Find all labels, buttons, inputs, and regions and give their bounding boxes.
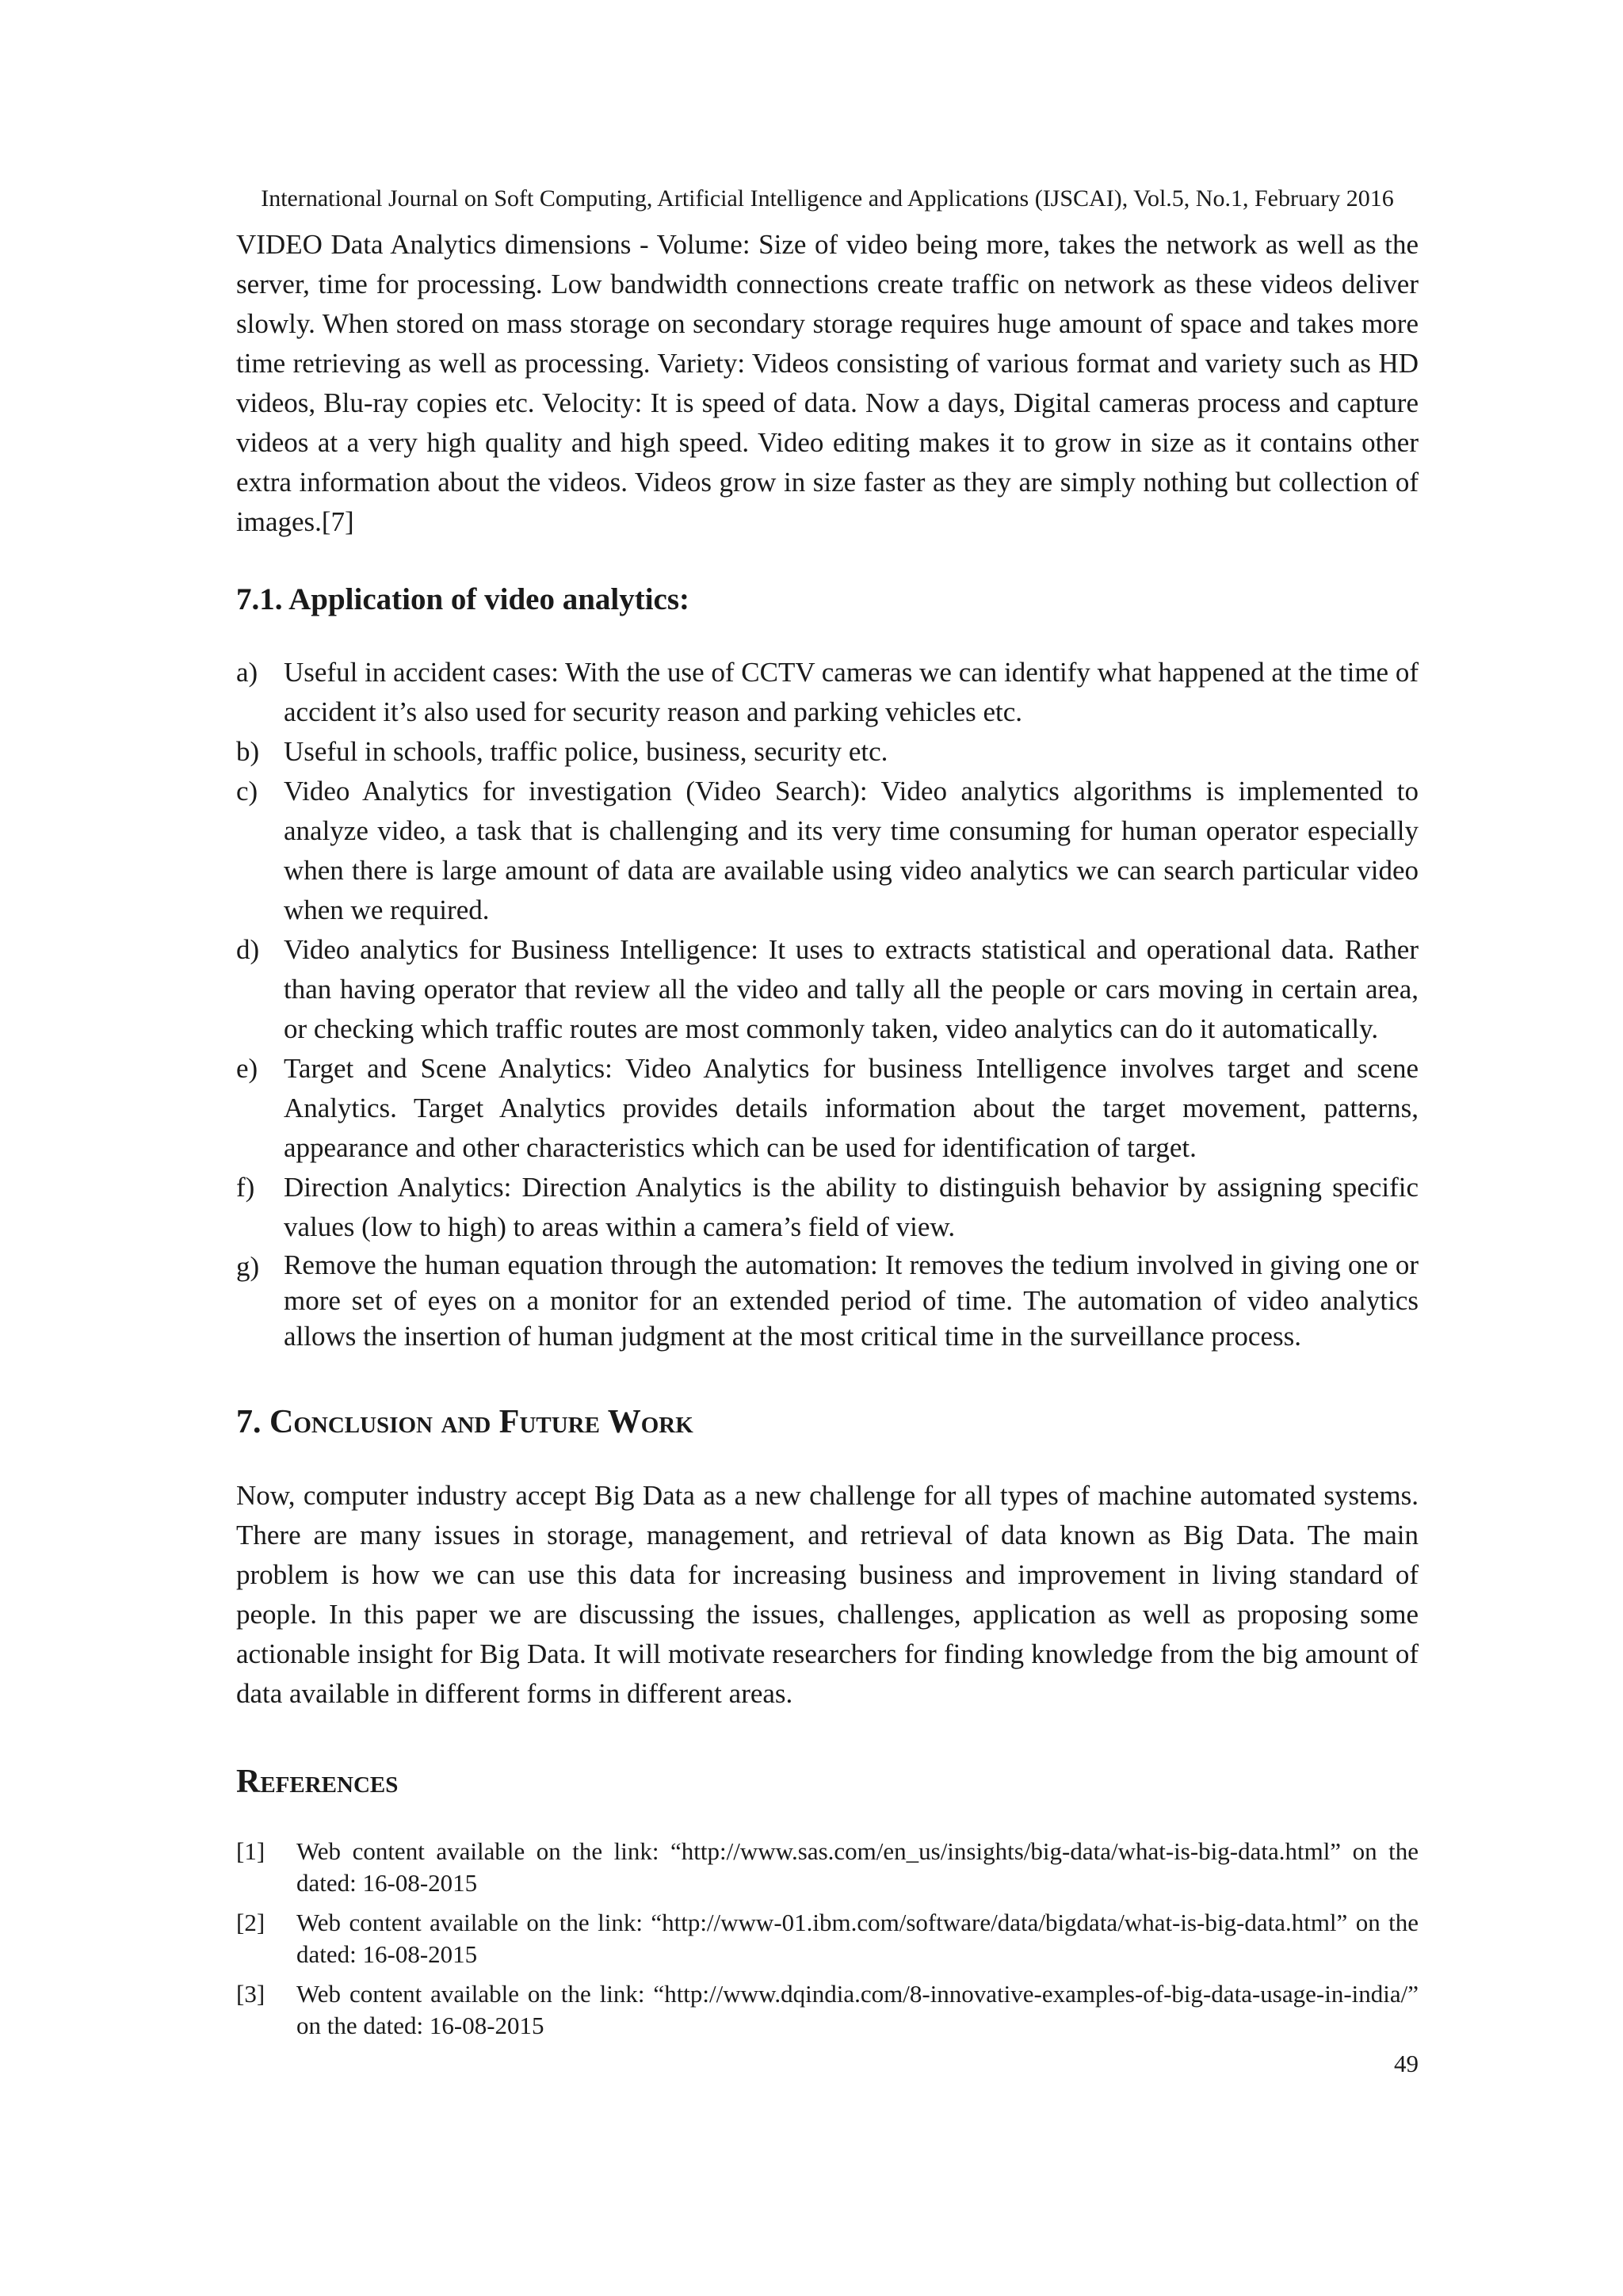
list-item — [236, 653, 1419, 732]
reference-marker: [3] — [236, 1980, 265, 2008]
list-marker: e) — [236, 1053, 258, 1084]
list-item — [236, 1168, 1419, 1247]
list-text: Direction Analytics: Direction Analytics is the ability to distinguish behavior by assigning specific values (low to high) to areas within a camera’s field of view. — [284, 1172, 1419, 1242]
page-number: 49 — [1394, 2050, 1419, 2077]
list-text: Useful in accident cases: With the use of CCTV cameras we can identify what happened at the time of accident it’s also used for security reason and parking vehicles etc. — [284, 657, 1419, 727]
list-text: Video Analytics for investigation (Video Search): Video analytics algorithms is implemented to analyze video, a task that is challenging and its very time consuming for human operator especially when there is large amount of data are available using video analytics we can search particular video when we required. — [284, 776, 1419, 925]
reference-item — [236, 1907, 1419, 1970]
subsection-title: 7.1. Application of video analytics: — [236, 582, 690, 616]
conclusion-heading — [236, 1402, 1419, 1443]
list-marker: a) — [236, 657, 258, 688]
list-item — [236, 772, 1419, 930]
list-marker: g) — [236, 1251, 260, 1282]
references-heading: References — [236, 1764, 399, 1800]
list-text: Target and Scene Analytics: Video Analytics for business Intelligence involves target and scene Analytics. Target Analytics provides details information about the target movement, patterns, appearance and other characteristics which can be used for identification of target. — [284, 1053, 1419, 1163]
reference-item — [236, 1978, 1419, 2042]
reference-text: Web content available on the link: “http://www.dqindia.com/8-innovative-examples-of-big-data-usage-in-india/” on the dated: 16-08-2015 — [296, 1980, 1419, 2039]
list-item — [236, 930, 1419, 1049]
conclusion-paragraph: Now, computer industry accept Big Data as a new challenge for all types of machine automated systems. There are many issues in storage, management, and retrieval of data known as Big Data. The main problem is how we can use this data for increasing business and improvement in living standard of people. In this paper we are discussing the issues, challenges, application as well as proposing some actionable insight for Big Data. It will motivate researchers for finding knowledge from the big amount of data available in different forms in different areas. — [236, 1480, 1419, 1709]
section-title: Conclusion and Future Work — [269, 1404, 693, 1440]
list-item — [236, 732, 1419, 772]
list-item — [236, 1247, 1419, 1354]
reference-text: Web content available on the link: “http://www-01.ibm.com/software/data/bigdata/what-is-big-data.html” on the dated: 16-08-2015 — [296, 1909, 1419, 1968]
list-text: Video analytics for Business Intelligence: It uses to extracts statistical and operational data. Rather than having operator that review all the video and tally all the people or cars moving in certain area, or checking which traffic routes are most commonly taken, video analytics can do it automatically. — [284, 934, 1419, 1044]
list-marker: d) — [236, 934, 260, 965]
section-number: 7. — [236, 1404, 262, 1440]
reference-list — [236, 1836, 1419, 2042]
paper-page — [236, 184, 1419, 2078]
list-marker: c) — [236, 776, 258, 807]
reference-item — [236, 1836, 1419, 1899]
reference-marker: [2] — [236, 1909, 265, 1936]
list-text: Useful in schools, traffic police, business, security etc. — [284, 736, 888, 767]
reference-text: Web content available on the link: “http://www.sas.com/en_us/insights/big-data/what-is-big-data.html” on the dated: 16-08-2015 — [296, 1837, 1419, 1897]
list-text: Remove the human equation through the automation: It removes the tedium involved in giving one or more set of eyes on a monitor for an extended period of time. The automation of video analytics allows the insertion of human judgment at the most critical time in the surveillance process. — [284, 1249, 1419, 1352]
list-marker: b) — [236, 736, 260, 767]
list-marker: f) — [236, 1172, 255, 1203]
application-list — [236, 653, 1419, 1354]
intro-paragraph: VIDEO Data Analytics dimensions - Volume: Size of video being more, takes the network as well as the server, time for processing. Low bandwidth connections create traffic on network as these videos deliver slowly. When stored on mass storage on secondary storage requires huge amount of space and takes more time retrieving as well as processing. Variety: Videos consisting of various format and variety such as HD videos, Blu-ray copies etc. Velocity: It is speed of data. Now a days, Digital cameras process and capture videos at a very high quality and high speed. Video editing makes it to grow in size as it contains other extra information about the videos. Videos grow in size faster as they are simply nothing but collection of images.[7] — [236, 229, 1419, 537]
reference-marker: [1] — [236, 1837, 265, 1865]
list-item — [236, 1049, 1419, 1168]
journal-running-header: International Journal on Soft Computing, Artificial Intelligence and Applications (IJSCAI), Vol.5, No.1, February 2016 — [261, 185, 1394, 212]
